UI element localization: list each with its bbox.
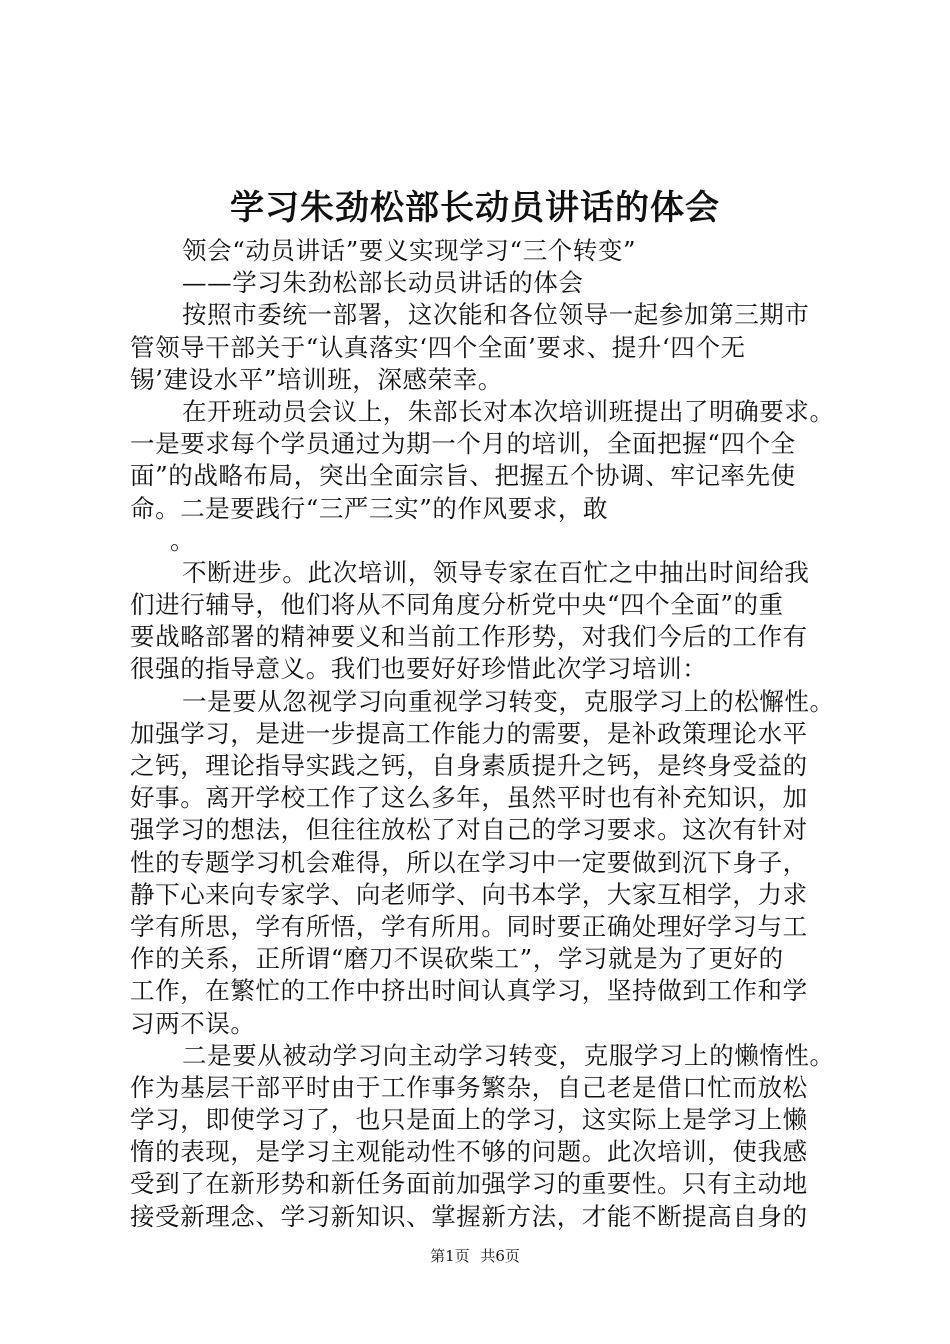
paragraph-line: 们进行辅导，他们将从不同角度分析党中央“四个全面”的重 [130, 590, 784, 620]
paragraph-line: 很强的指导意义。我们也要好好珍惜此次学习培训： [130, 654, 708, 684]
paragraph-line: 在开班动员会议上，朱部长对本次培训班提出了明确要求。 [182, 396, 835, 426]
paragraph-line: 好事。离开学校工作了这么多年，虽然平时也有补充知识，加 [130, 783, 808, 813]
paragraph-line: 二是要从被动学习向主动学习转变，克服学习上的懒惰性。 [182, 1040, 835, 1070]
paragraph-line: 惰的表现，是学习主观能动性不够的问题。此次培训，使我感 [130, 1137, 808, 1167]
paragraph-line: 加强学习，是进一步提高工作能力的需要，是补政策理论水平 [130, 718, 808, 748]
paragraph-line: 学有所思，学有所悟，学有所用。同时要正确处理好学习与工 [130, 911, 808, 941]
paragraph-line: 静下心来向专家学、向老师学、向书本学，大家互相学，力求 [130, 879, 808, 909]
paragraph-line: 不断进步。此次培训，领导专家在百忙之中抽出时间给我 [182, 557, 810, 587]
paragraph-line: 。 [170, 525, 196, 555]
paragraph-line: 强学习的想法，但往往放松了对自己的学习要求。这次有针对 [130, 815, 808, 845]
paragraph-line: 命。二是要践行“三严三实”的作风要求，敢 [130, 493, 609, 523]
paragraph-line: 按照市委统一部署，这次能和各位领导一起参加第三期市 [182, 300, 810, 330]
paragraph-line: 之钙，理论指导实践之钙，自身素质提升之钙，是终身受益的 [130, 751, 808, 780]
paragraph-line: 锡’建设水平”培训班，深感荣幸。 [130, 364, 503, 394]
paragraph-line: 作为基层干部平时由于工作事务繁杂，自己老是借口忙而放松 [130, 1072, 808, 1102]
page-total: 共6页 [480, 1247, 520, 1265]
subtitle-line: 领会“动员讲话”要义实现学习“三个转变” [182, 236, 637, 265]
paragraph-line: 学习，即使学习了，也只是面上的学习，这实际上是学习上懒 [130, 1105, 808, 1135]
paragraph-line: 要战略部署的精神要义和当前工作形势，对我们今后的工作有 [130, 622, 808, 652]
paragraph-line: 一是要从忽视学习向重视学习转变，克服学习上的松懈性。 [182, 686, 835, 716]
page-number: 第1页 [430, 1247, 470, 1265]
document-body [130, 235, 835, 1233]
paragraph-line: 作的关系，正所谓“磨刀不误砍柴工”，学习就是为了更好的 [130, 944, 784, 974]
page-footer [0, 1246, 950, 1266]
paragraph-line: 工作，在繁忙的工作中挤出时间认真学习，坚持做到工作和学 [130, 976, 808, 1006]
paragraph-line: 接受新理念、学习新知识、掌握新方法，才能不断提高自身的 [130, 1201, 808, 1231]
paragraph-line: 受到了在新形势和新任务面前加强学习的重要性。只有主动地 [130, 1169, 808, 1199]
paragraph-line: 一是要求每个学员通过为期一个月的培训，全面把握“四个全 [130, 429, 796, 459]
paragraph-line: 习两不误。 [130, 1008, 256, 1038]
subtitle-line: ——学习朱劲松部长动员讲话的体会 [182, 268, 584, 298]
document-title: 学习朱劲松部长动员讲话的体会 [230, 188, 720, 228]
paragraph-line: 性的专题学习机会难得，所以在学习中一定要做到沉下身子， [130, 847, 808, 877]
paragraph-line: 面”的战略布局，突出全面宗旨、把握五个协调、牢记率先使 [130, 461, 796, 491]
paragraph-line: 管领导干部关于“认真落实‘四个全面’要求、提升‘四个无 [130, 332, 746, 362]
